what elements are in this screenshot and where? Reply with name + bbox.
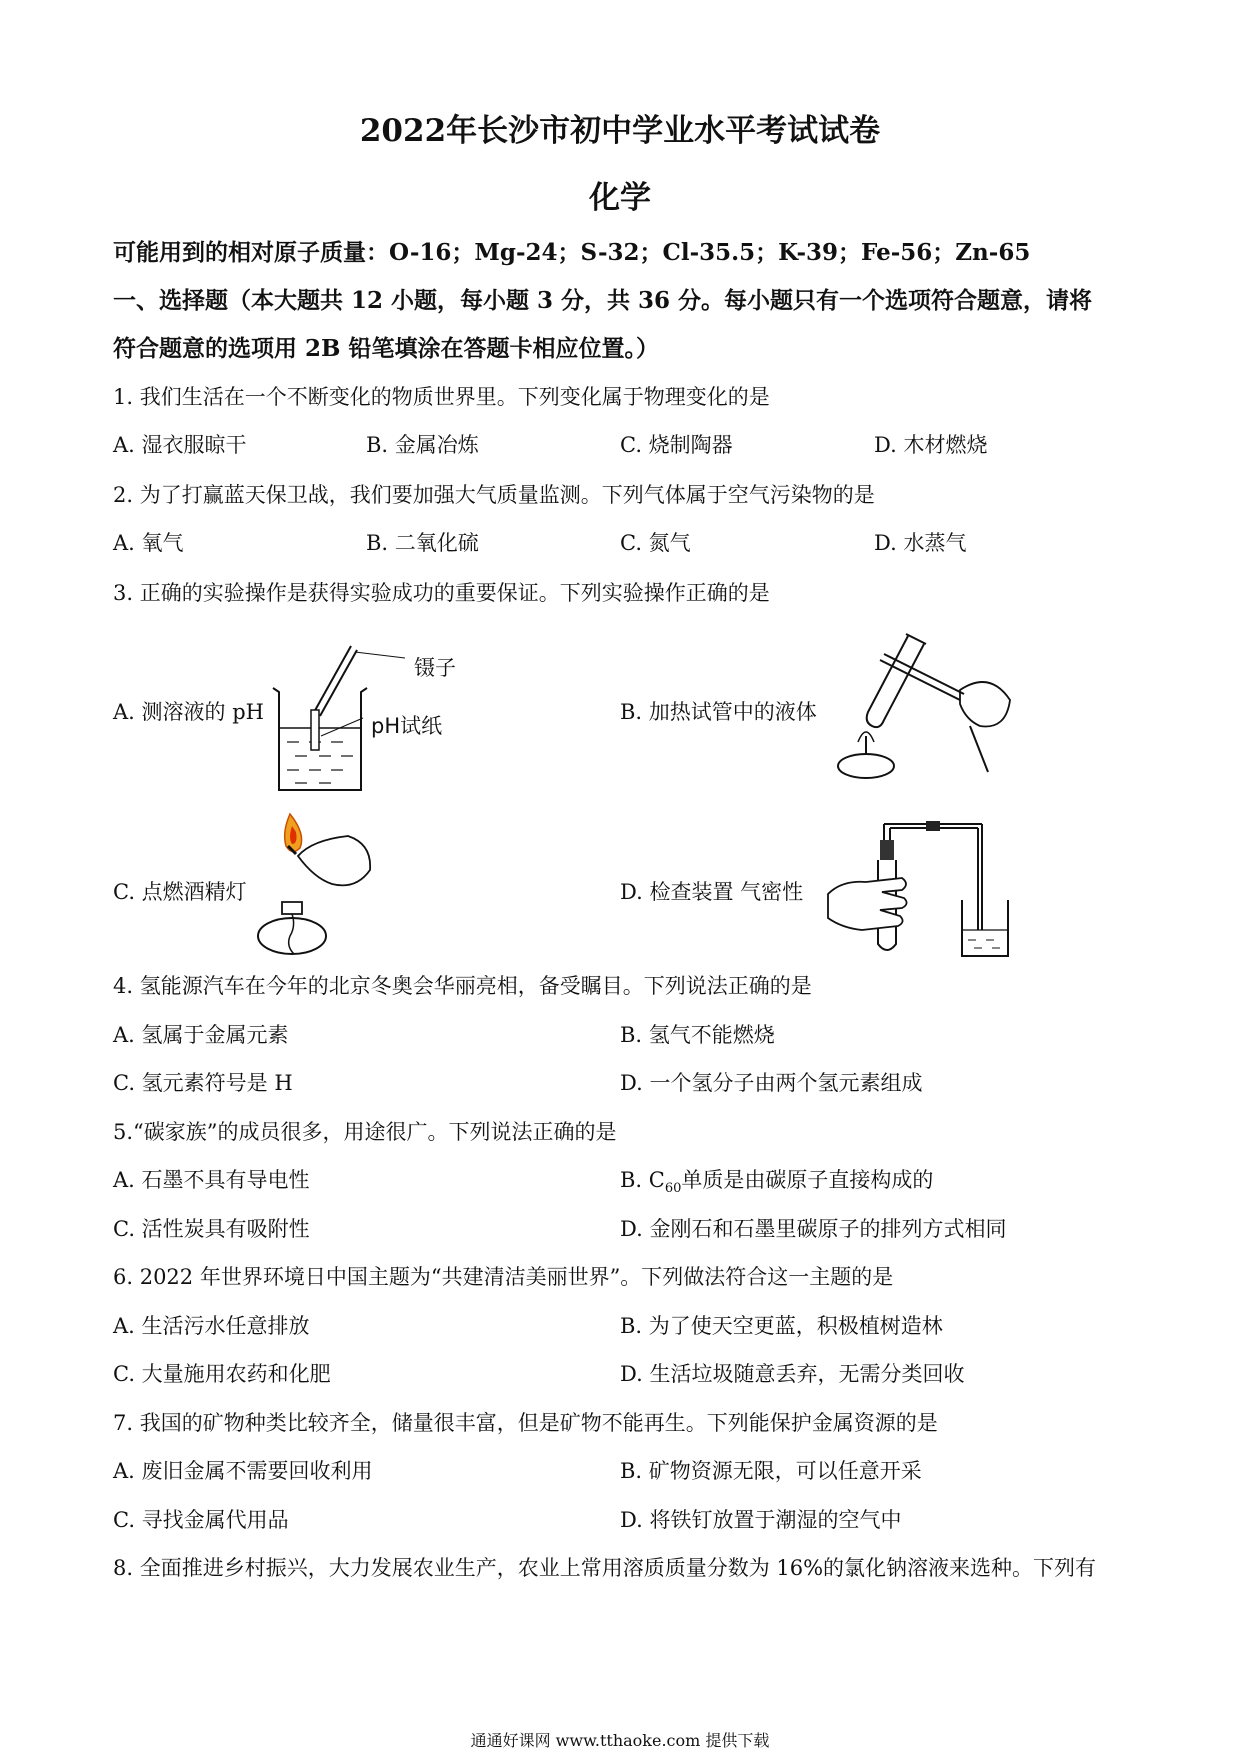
q3-option-b: B. 加热试管中的液体: [620, 700, 817, 724]
q5-option-b: B. $C_{60}$单质是由碳原子直接构成的: [620, 1168, 934, 1197]
q5-option-d: D. 金刚石和石墨里碳原子的排列方式相同: [620, 1217, 1007, 1241]
q6-option-a: A. 生活污水任意排放: [113, 1314, 310, 1338]
q7-option-b: B. 矿物资源无限，可以任意开采: [620, 1459, 922, 1483]
q7-stem: 7. 我国的矿物种类比较齐全，储量很丰富，但是矿物不能再生。下列能保护金属资源的是: [113, 1411, 938, 1435]
page-title: 2022年长沙市初中学业水平考试试卷: [359, 113, 881, 149]
q7-option-d: D. 将铁钉放置于潮湿的空气中: [620, 1508, 902, 1532]
q6-stem: 6. 2022 年世界环境日中国主题为“共建清洁美丽世界”。下列做法符合这一主题的是: [113, 1265, 894, 1289]
q2-option-a: A. 氧气: [113, 531, 184, 555]
q6-option-c: C. 大量施用农药和化肥: [113, 1362, 331, 1386]
alcohol-lamp-figure: [252, 810, 382, 960]
q3-stem: 3. 正确的实验操作是获得实验成功的重要保证。下列实验操作正确的是: [113, 581, 770, 605]
page-footer: 通通好课网 www.tthaoke.com 提供下载: [470, 1731, 770, 1750]
q4-option-a: A. 氢属于金属元素: [113, 1023, 289, 1047]
q1-stem: 1. 我们生活在一个不断变化的物质世界里。下列变化属于物理变化的是: [113, 385, 770, 409]
q2-stem: 2. 为了打赢蓝天保卫战，我们要加强大气质量监测。下列气体属于空气污染物的是: [113, 483, 875, 507]
q8-stem: 8. 全面推进乡村振兴，大力发展农业生产，农业上常用溶质质量分数为 16%的氯化钠溶液来选种。下列有: [113, 1556, 1097, 1580]
q1-option-a: A. 湿衣服晾干: [113, 433, 247, 457]
q5-option-a: A. 石墨不具有导电性: [113, 1168, 310, 1192]
q6-option-d: D. 生活垃圾随意丢弃，无需分类回收: [620, 1362, 965, 1386]
q3-option-d: D. 检查装置 气密性: [620, 880, 804, 904]
q7-option-a: A. 废旧金属不需要回收利用: [113, 1459, 373, 1483]
heating-test-tube-figure: [820, 630, 1020, 790]
q5-stem: 5.“碳家族”的成员很多，用途很广。下列说法正确的是: [113, 1120, 617, 1144]
q4-stem: 4. 氢能源汽车在今年的北京冬奥会华丽亮相，备受瞩目。下列说法正确的是: [113, 974, 812, 998]
q5-option-c: C. 活性炭具有吸附性: [113, 1217, 310, 1241]
tweezers-label: 镊子: [414, 656, 456, 680]
q4-option-d: D. 一个氢分子由两个氢元素组成: [620, 1071, 923, 1095]
atomic-masses: 可能用到的相对原子质量：O-16；Mg-24；S-32；Cl-35.5；K-39；Fe-56；Zn-65: [113, 239, 1031, 266]
q7-option-c: C. 寻找金属代用品: [113, 1508, 289, 1532]
subject-title: 化学: [589, 180, 651, 216]
q1-option-c: C. 烧制陶器: [620, 433, 733, 457]
section-heading-line1: 一、选择题（本大题共 12 小题，每小题 3 分，共 36 分。每小题只有一个选项符合题意，请将: [113, 287, 1093, 314]
airtightness-figure: [822, 818, 1012, 960]
q1-option-b: B. 金属冶炼: [366, 433, 479, 457]
q4-option-c: C. 氢元素符号是 H: [113, 1071, 293, 1095]
section-heading-line2: 符合题意的选项用 2B 铅笔填涂在答题卡相应位置。）: [113, 335, 659, 362]
q4-option-b: B. 氢气不能燃烧: [620, 1023, 775, 1047]
q3-option-a: A. 测溶液的 pH: [113, 700, 264, 724]
q1-option-d: D. 木材燃烧: [874, 433, 988, 457]
ph-paper-label: pH试纸: [371, 714, 443, 738]
q2-option-d: D. 水蒸气: [874, 531, 967, 555]
q2-option-c: C. 氮气: [620, 531, 691, 555]
q6-option-b: B. 为了使天空更蓝，积极植树造林: [620, 1314, 943, 1338]
q3-option-c: C. 点燃酒精灯: [113, 880, 247, 904]
q2-option-b: B. 二氧化硫: [366, 531, 479, 555]
